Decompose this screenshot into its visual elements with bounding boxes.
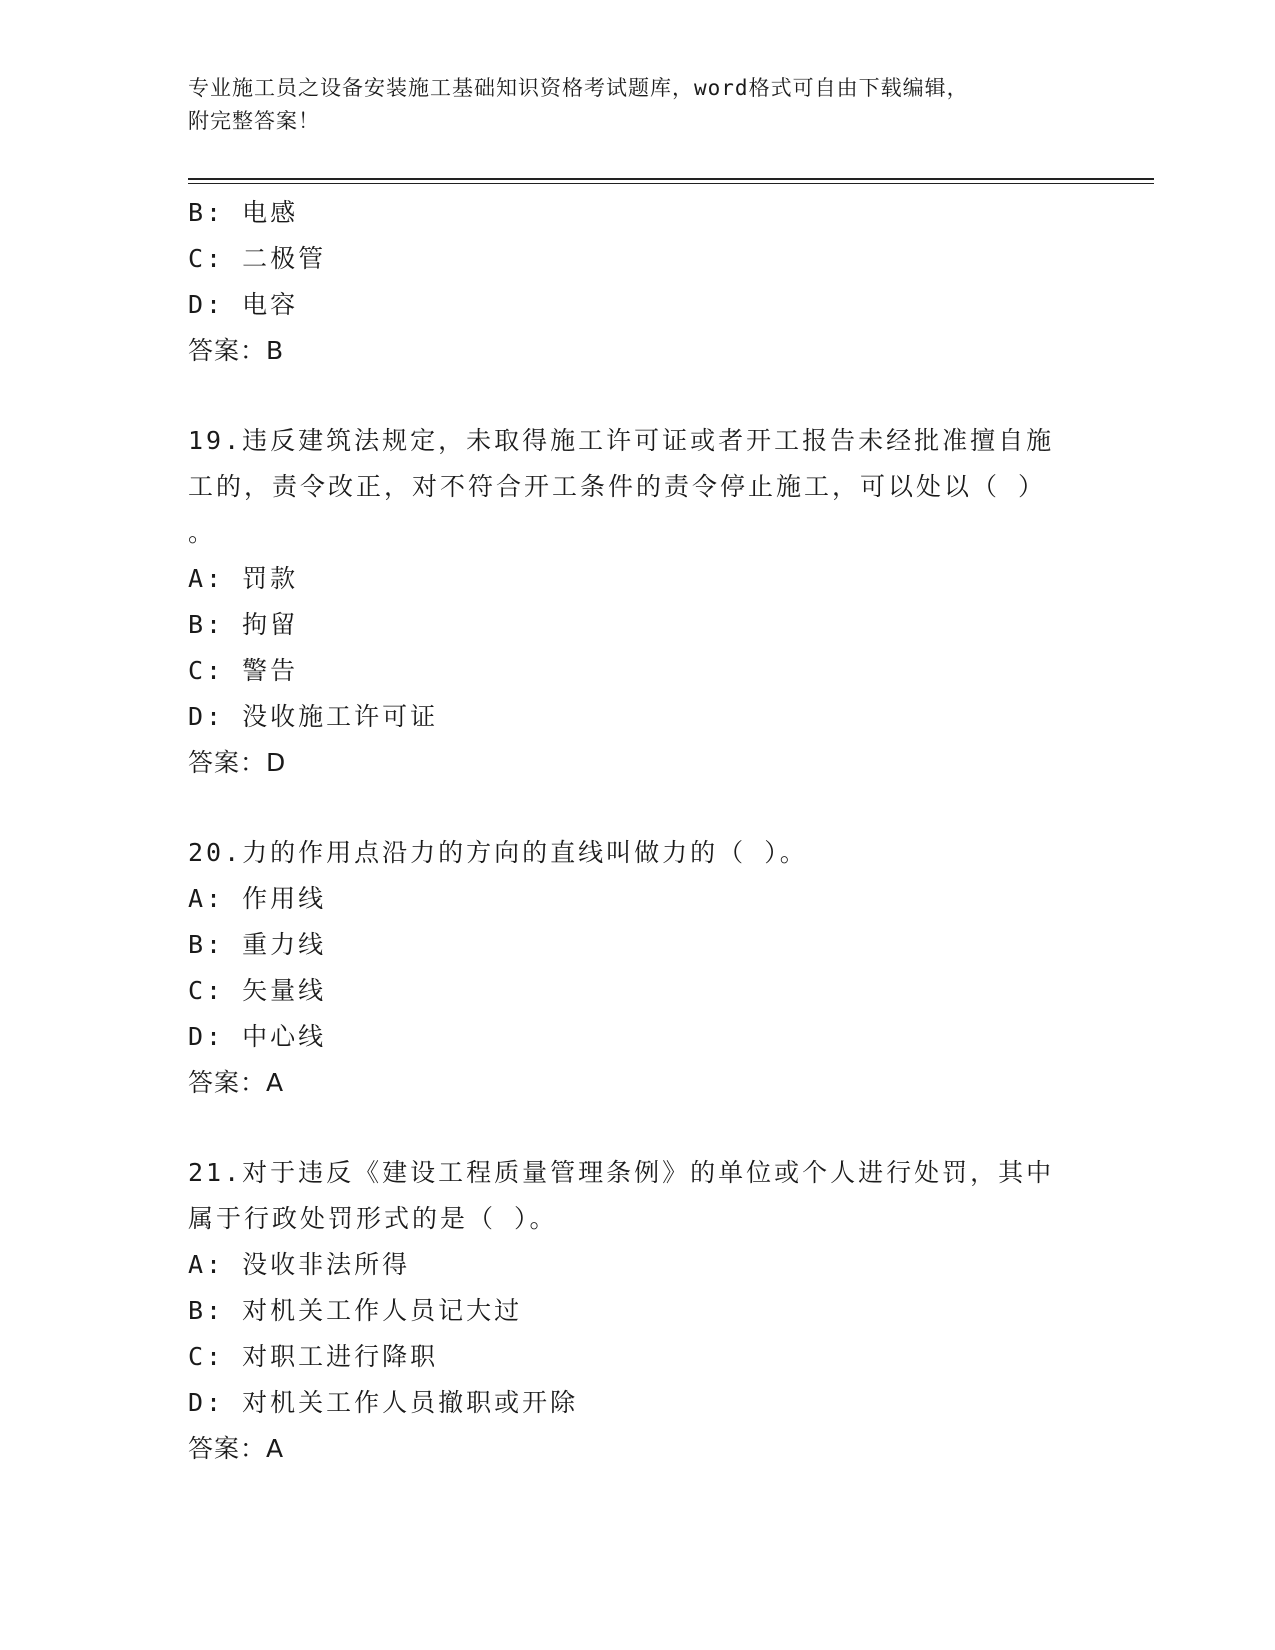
question-text: 20.力的作用点沿力的方向的直线叫做力的（ ）。 xyxy=(188,838,808,867)
option-a: A: 作用线 xyxy=(188,884,327,913)
question-text: 。 xyxy=(188,518,217,547)
question-18-tail xyxy=(188,190,1088,374)
option-c: C: 矢量线 xyxy=(188,976,327,1005)
option-a: A: 罚款 xyxy=(188,564,299,593)
question-list xyxy=(188,190,1088,1472)
header-line-1: 专业施工员之设备安装施工基础知识资格考试题库，word格式可自由下载编辑， xyxy=(188,76,969,100)
option-b: B: 拘留 xyxy=(188,610,299,639)
document-header xyxy=(188,72,1068,138)
question-text: 工的，责令改正，对不符合开工条件的责令停止施工，可以处以（ ） xyxy=(188,472,1047,501)
option-d: D: 对机关工作人员撤职或开除 xyxy=(188,1388,579,1417)
question-20 xyxy=(188,830,1088,1106)
option-d: D: 没收施工许可证 xyxy=(188,702,439,731)
option-b: B: 重力线 xyxy=(188,930,327,959)
question-19 xyxy=(188,418,1088,786)
question-21 xyxy=(188,1150,1088,1472)
option-c: C: 对职工进行降职 xyxy=(188,1342,439,1371)
answer: 答案：B xyxy=(188,336,285,365)
question-text: 属于行政处罚形式的是（ ）。 xyxy=(188,1204,558,1233)
option-b: B: 对机关工作人员记大过 xyxy=(188,1296,523,1325)
option-b: B: 电感 xyxy=(188,198,299,227)
answer: 答案：A xyxy=(188,1068,285,1097)
header-divider xyxy=(188,178,1154,180)
answer: 答案：D xyxy=(188,748,287,777)
option-d: D: 中心线 xyxy=(188,1022,327,1051)
question-text: 21.对于违反《建设工程质量管理条例》的单位或个人进行处罚，其中 xyxy=(188,1158,1055,1187)
option-c: C: 警告 xyxy=(188,656,299,685)
answer: 答案：A xyxy=(188,1434,285,1463)
question-text: 19.违反建筑法规定，未取得施工许可证或者开工报告未经批准擅自施 xyxy=(188,426,1055,455)
option-a: A: 没收非法所得 xyxy=(188,1250,411,1279)
header-divider-thin xyxy=(188,183,1154,184)
option-c: C: 二极管 xyxy=(188,244,327,273)
header-line-2: 附完整答案！ xyxy=(188,109,320,133)
option-d: D: 电容 xyxy=(188,290,299,319)
